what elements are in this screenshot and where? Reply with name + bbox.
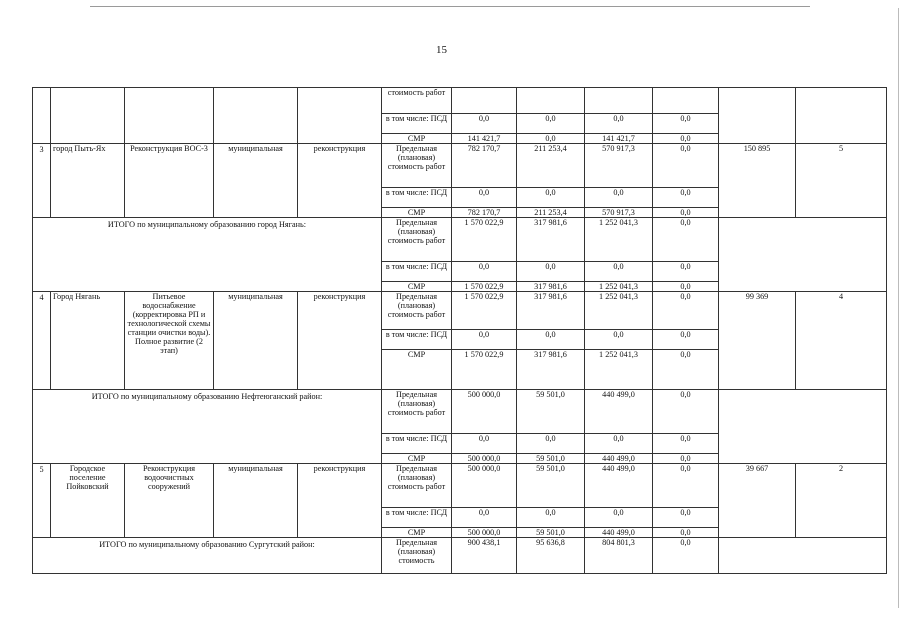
- row-label: СМР: [382, 208, 452, 218]
- value-cell: 1 252 041,3: [585, 350, 653, 390]
- table-row: [33, 464, 887, 508]
- value-cell: 0,0: [653, 188, 719, 208]
- capacity: 39 667: [719, 464, 796, 538]
- value-cell: 1 570 022,9: [452, 292, 517, 330]
- value-cell: 440 499,0: [585, 454, 653, 464]
- value-cell: 317 981,6: [517, 350, 585, 390]
- value-cell: 0,0: [585, 330, 653, 350]
- value-cell: 1 570 022,9: [452, 218, 517, 262]
- itogo-label: ИТОГО по муниципальному образованию город Нягань:: [33, 218, 382, 292]
- value-cell: 0,0: [653, 282, 719, 292]
- value-cell: 440 499,0: [585, 390, 653, 434]
- itogo-label: ИТОГО по муниципальному образованию Сургутский район:: [33, 538, 382, 574]
- value-cell: 0,0: [653, 434, 719, 454]
- row-label: в том числе: ПСД: [382, 188, 452, 208]
- row-label: в том числе: ПСД: [382, 114, 452, 134]
- value-cell: 0,0: [653, 508, 719, 528]
- value-cell: 0,0: [452, 114, 517, 134]
- value-cell: 500 000,0: [452, 454, 517, 464]
- work-name: Питьевое водоснабжение (корректировка РП и технологической схемы станции очистки воды). Полное развитие (2 этап): [125, 292, 214, 390]
- value-cell: 0,0: [452, 262, 517, 282]
- value-cell: 0,0: [585, 508, 653, 528]
- value-cell: 0,0: [452, 330, 517, 350]
- row-label: в том числе: ПСД: [382, 262, 452, 282]
- row-label: СМР: [382, 134, 452, 144]
- value-cell: 0,0: [653, 144, 719, 188]
- row-label: Предельная (плановая) стоимость работ: [382, 218, 452, 262]
- value-cell: 59 501,0: [517, 454, 585, 464]
- scan-top-edge: [90, 6, 810, 7]
- row-label: Предельная (плановая) стоимость работ: [382, 464, 452, 508]
- value-cell: 0,0: [653, 390, 719, 434]
- row-number: 3: [33, 144, 51, 218]
- table-row: [33, 390, 887, 434]
- value-cell: 0,0: [517, 508, 585, 528]
- count: 5: [796, 144, 887, 218]
- value-cell: 59 501,0: [517, 528, 585, 538]
- row-label: Предельная (плановая) стоимость работ: [382, 390, 452, 434]
- work-name: Реконструкция ВОС-3: [125, 144, 214, 218]
- ownership: муниципальная: [214, 144, 298, 218]
- row-label: СМР: [382, 528, 452, 538]
- municipality-name: Городское поселение Пойковский: [51, 464, 125, 538]
- row-label: в том числе: ПСД: [382, 330, 452, 350]
- value-cell: 0,0: [585, 262, 653, 282]
- row-label: СМР: [382, 454, 452, 464]
- value-cell: 0,0: [653, 350, 719, 390]
- work-type: реконструкция: [298, 464, 382, 538]
- value-cell: 1 252 041,3: [585, 218, 653, 262]
- value-cell: 570 917,3: [585, 208, 653, 218]
- value-cell: 0,0: [653, 208, 719, 218]
- value-cell: 0,0: [517, 134, 585, 144]
- value-cell: 500 000,0: [452, 390, 517, 434]
- value-cell: 0,0: [653, 262, 719, 282]
- table-row: [33, 292, 887, 330]
- value-cell: 141 421,7: [452, 134, 517, 144]
- value-cell: 0,0: [585, 114, 653, 134]
- value-cell: 0,0: [517, 434, 585, 454]
- row-label: в том числе: ПСД: [382, 508, 452, 528]
- value-cell: 0,0: [653, 464, 719, 508]
- ownership: муниципальная: [214, 464, 298, 538]
- table-row: [33, 218, 887, 262]
- row-label: Предельная (плановая) стоимость работ: [382, 292, 452, 330]
- value-cell: 1 570 022,9: [452, 350, 517, 390]
- value-cell: 500 000,0: [452, 464, 517, 508]
- value-cell: 0,0: [517, 188, 585, 208]
- count: 4: [796, 292, 887, 390]
- row-label: СМР: [382, 350, 452, 390]
- value-cell: 0,0: [585, 434, 653, 454]
- row-label: в том числе: ПСД: [382, 434, 452, 454]
- investment-table: [32, 87, 887, 574]
- municipality-name: город Пыть-Ях: [51, 144, 125, 218]
- page-number: 15: [436, 44, 447, 56]
- value-cell: 0,0: [653, 134, 719, 144]
- value-cell: 0,0: [452, 434, 517, 454]
- table-row: [33, 538, 887, 574]
- value-cell: 782 170,7: [452, 144, 517, 188]
- value-cell: 0,0: [517, 114, 585, 134]
- itogo-label: ИТОГО по муниципальному образованию Нефтеюганский район:: [33, 390, 382, 464]
- value-cell: 782 170,7: [452, 208, 517, 218]
- row-number: 4: [33, 292, 51, 390]
- value-cell: 1 252 041,3: [585, 292, 653, 330]
- value-cell: 0,0: [653, 218, 719, 262]
- value-cell: 0,0: [653, 114, 719, 134]
- value-cell: 0,0: [452, 508, 517, 528]
- value-cell: 211 253,4: [517, 208, 585, 218]
- work-name: Реконструкция водоочистных сооружений: [125, 464, 214, 538]
- value-cell: 317 981,6: [517, 282, 585, 292]
- scan-right-edge: [898, 8, 899, 608]
- row-label: Предельная (плановая) стоимость работ: [382, 144, 452, 188]
- value-cell: 0,0: [653, 330, 719, 350]
- value-cell: 0,0: [653, 528, 719, 538]
- value-cell: 59 501,0: [517, 390, 585, 434]
- capacity: 150 895: [719, 144, 796, 218]
- work-type: реконструкция: [298, 144, 382, 218]
- value-cell: 440 499,0: [585, 464, 653, 508]
- value-cell: 1 570 022,9: [452, 282, 517, 292]
- row-label: СМР: [382, 282, 452, 292]
- value-cell: 0,0: [653, 292, 719, 330]
- value-cell: 59 501,0: [517, 464, 585, 508]
- capacity: 99 369: [719, 292, 796, 390]
- table-row: [33, 88, 887, 114]
- value-cell: 1 252 041,3: [585, 282, 653, 292]
- value-cell: 500 000,0: [452, 528, 517, 538]
- row-label: Предельная (плановая) стоимость: [382, 538, 452, 574]
- value-cell: 141 421,7: [585, 134, 653, 144]
- value-cell: 0,0: [517, 262, 585, 282]
- table-row: [33, 144, 887, 188]
- municipality-name: Город Нягань: [51, 292, 125, 390]
- value-cell: 317 981,6: [517, 218, 585, 262]
- value-cell: 317 981,6: [517, 292, 585, 330]
- ownership: муниципальная: [214, 292, 298, 390]
- work-type: реконструкция: [298, 292, 382, 390]
- value-cell: 95 636,8: [517, 538, 585, 574]
- value-cell: 0,0: [653, 538, 719, 574]
- value-cell: 804 801,3: [585, 538, 653, 574]
- value-cell: 211 253,4: [517, 144, 585, 188]
- row-label: стоимость работ: [382, 88, 452, 114]
- value-cell: 0,0: [653, 454, 719, 464]
- count: 2: [796, 464, 887, 538]
- value-cell: 0,0: [517, 330, 585, 350]
- value-cell: 440 499,0: [585, 528, 653, 538]
- row-number: 5: [33, 464, 51, 538]
- value-cell: 900 438,1: [452, 538, 517, 574]
- value-cell: 570 917,3: [585, 144, 653, 188]
- value-cell: 0,0: [585, 188, 653, 208]
- value-cell: 0,0: [452, 188, 517, 208]
